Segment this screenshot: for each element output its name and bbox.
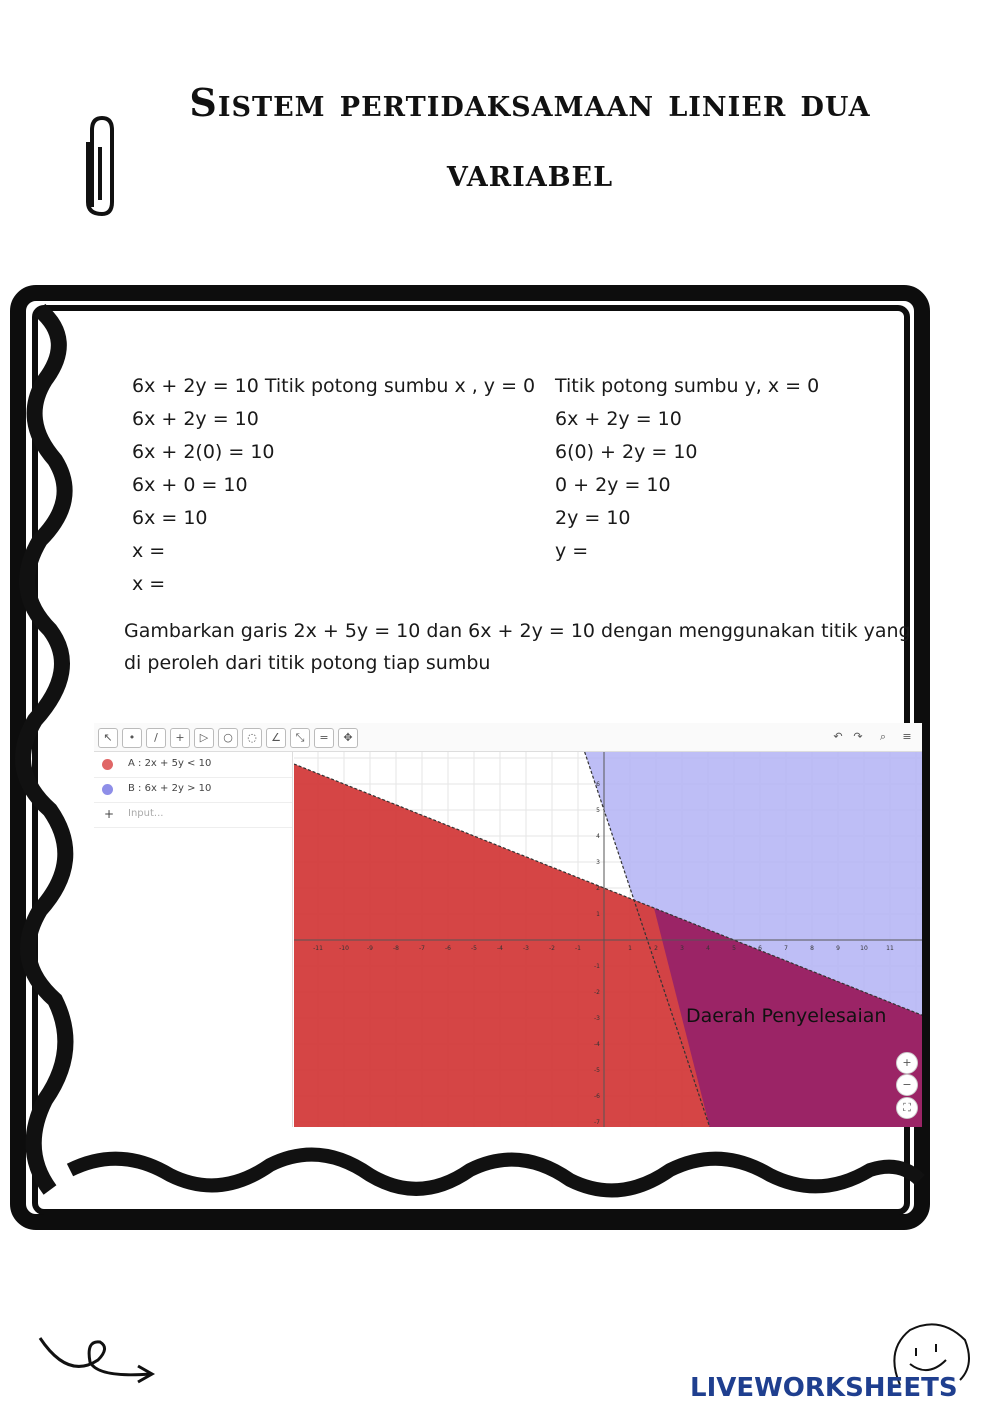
line-tool-icon[interactable]: /	[146, 728, 166, 748]
x-tick-label: -1	[575, 945, 581, 952]
redo-icon[interactable]: ↷	[853, 730, 863, 743]
x-tick-label: -7	[419, 945, 425, 952]
x-tick-label: 10	[860, 945, 868, 952]
y-tick-label: -1	[594, 963, 600, 970]
algebra-label-b: B : 6x + 2y > 10	[128, 783, 212, 794]
undo-icon[interactable]: ↶	[833, 730, 843, 743]
perpendicular-tool-icon[interactable]: +	[170, 728, 190, 748]
move-tool-icon[interactable]: ↖	[98, 728, 118, 748]
page-title-line2: variabel	[446, 150, 614, 195]
polygon-tool-icon[interactable]: ▷	[194, 728, 214, 748]
slider-tool-icon[interactable]: =	[314, 728, 334, 748]
right-line-5: 2y = 10	[555, 507, 631, 529]
algebra-view	[94, 752, 293, 1127]
zoom-out-icon[interactable]: −	[896, 1074, 918, 1096]
left-line-4: 6x + 0 = 10	[132, 474, 248, 496]
right-line-3: 6(0) + 2y = 10	[555, 441, 698, 463]
instruction-line-1: Gambarkan garis 2x + 5y = 10 dan 6x + 2y = 10 dengan menggunakan titik yang	[124, 620, 911, 642]
x-tick-label: 2	[654, 945, 658, 952]
instruction-line-2: di peroleh dari titik potong tiap sumbu	[124, 652, 491, 674]
y-tick-label: -7	[594, 1119, 600, 1126]
x-tick-label: 6	[758, 945, 762, 952]
geogebra-toolbar	[94, 723, 922, 752]
right-line-1: Titik potong sumbu y, x = 0	[555, 375, 820, 397]
zoom-in-icon[interactable]: +	[896, 1052, 918, 1074]
angle-tool-icon[interactable]: ∠	[266, 728, 286, 748]
visibility-toggle-b[interactable]	[102, 784, 113, 795]
curly-arrow-icon	[38, 1330, 158, 1390]
visibility-toggle-a[interactable]	[102, 759, 113, 770]
liveworksheets-logo: LIVEWORKSHEETS	[690, 1373, 958, 1403]
page-title-line1: Sistem pertidaksamaan linier dua	[189, 80, 871, 125]
y-tick-label: 2	[596, 885, 600, 892]
answer-input-x1[interactable]	[160, 538, 310, 562]
algebra-label-a: A : 2x + 5y < 10	[128, 758, 212, 769]
y-tick-label: 3	[596, 859, 600, 866]
right-line-4: 0 + 2y = 10	[555, 474, 671, 496]
x-tick-label: -10	[339, 945, 349, 952]
x-tick-label: -11	[313, 945, 323, 952]
paperclip-icon	[80, 112, 124, 220]
x-tick-label: 11	[886, 945, 894, 952]
scribble-border-bottom	[60, 1140, 930, 1210]
ellipse-tool-icon[interactable]: ◌	[242, 728, 262, 748]
x-tick-label: -2	[549, 945, 555, 952]
answer-input-x2[interactable]	[160, 571, 310, 595]
left-line-5: 6x = 10	[132, 507, 208, 529]
x-tick-label: 1	[628, 945, 632, 952]
algebra-row-b[interactable]	[94, 777, 292, 803]
x-tick-label: -5	[471, 945, 477, 952]
graphics-view[interactable]	[294, 752, 922, 1127]
x-tick-label: 3	[680, 945, 684, 952]
algebra-input-placeholder: Input...	[128, 808, 164, 819]
left-line-1: 6x + 2y = 10 Titik potong sumbu x , y = 0	[132, 375, 536, 397]
search-icon[interactable]: ⌕	[879, 730, 887, 743]
algebra-row-a[interactable]	[94, 752, 292, 778]
left-line-2: 6x + 2y = 10	[132, 408, 259, 430]
left-line-6: x =	[132, 540, 166, 562]
x-tick-label: 7	[784, 945, 788, 952]
reflect-tool-icon[interactable]: ⤡	[290, 728, 310, 748]
left-line-7: x =	[132, 573, 166, 595]
y-tick-label: -6	[594, 1093, 600, 1100]
point-tool-icon[interactable]: •	[122, 728, 142, 748]
y-tick-label: 5	[596, 807, 600, 814]
x-tick-label: 9	[836, 945, 840, 952]
y-tick-label: -3	[594, 1015, 600, 1022]
left-line-3: 6x + 2(0) = 10	[132, 441, 275, 463]
y-tick-label: 4	[596, 833, 600, 840]
x-tick-label: -4	[497, 945, 503, 952]
inequality-plot	[294, 752, 922, 1127]
y-tick-label: 6	[596, 781, 600, 788]
x-tick-label: -3	[523, 945, 529, 952]
y-tick-label: -2	[594, 989, 600, 996]
y-tick-label: -5	[594, 1067, 600, 1074]
circle-tool-icon[interactable]: ○	[218, 728, 238, 748]
algebra-input-row[interactable]	[94, 802, 292, 828]
x-tick-label: -9	[367, 945, 373, 952]
x-tick-label: -8	[393, 945, 399, 952]
x-tick-label: 5	[732, 945, 736, 952]
region-label: Daerah Penyelesaian	[686, 1005, 887, 1027]
right-line-2: 6x + 2y = 10	[555, 408, 682, 430]
plus-icon: +	[104, 807, 115, 821]
y-tick-label: -4	[594, 1041, 600, 1048]
answer-input-y[interactable]	[585, 538, 735, 562]
scribble-border-left	[0, 300, 90, 1200]
x-tick-label: 8	[810, 945, 814, 952]
fullscreen-icon[interactable]: ⛶	[896, 1097, 918, 1119]
y-tick-label: 1	[596, 911, 600, 918]
x-tick-label: 4	[706, 945, 710, 952]
right-line-6: y =	[555, 540, 589, 562]
menu-icon[interactable]: ≡	[902, 730, 912, 743]
move-view-tool-icon[interactable]: ✥	[338, 728, 358, 748]
x-tick-label: -6	[445, 945, 451, 952]
